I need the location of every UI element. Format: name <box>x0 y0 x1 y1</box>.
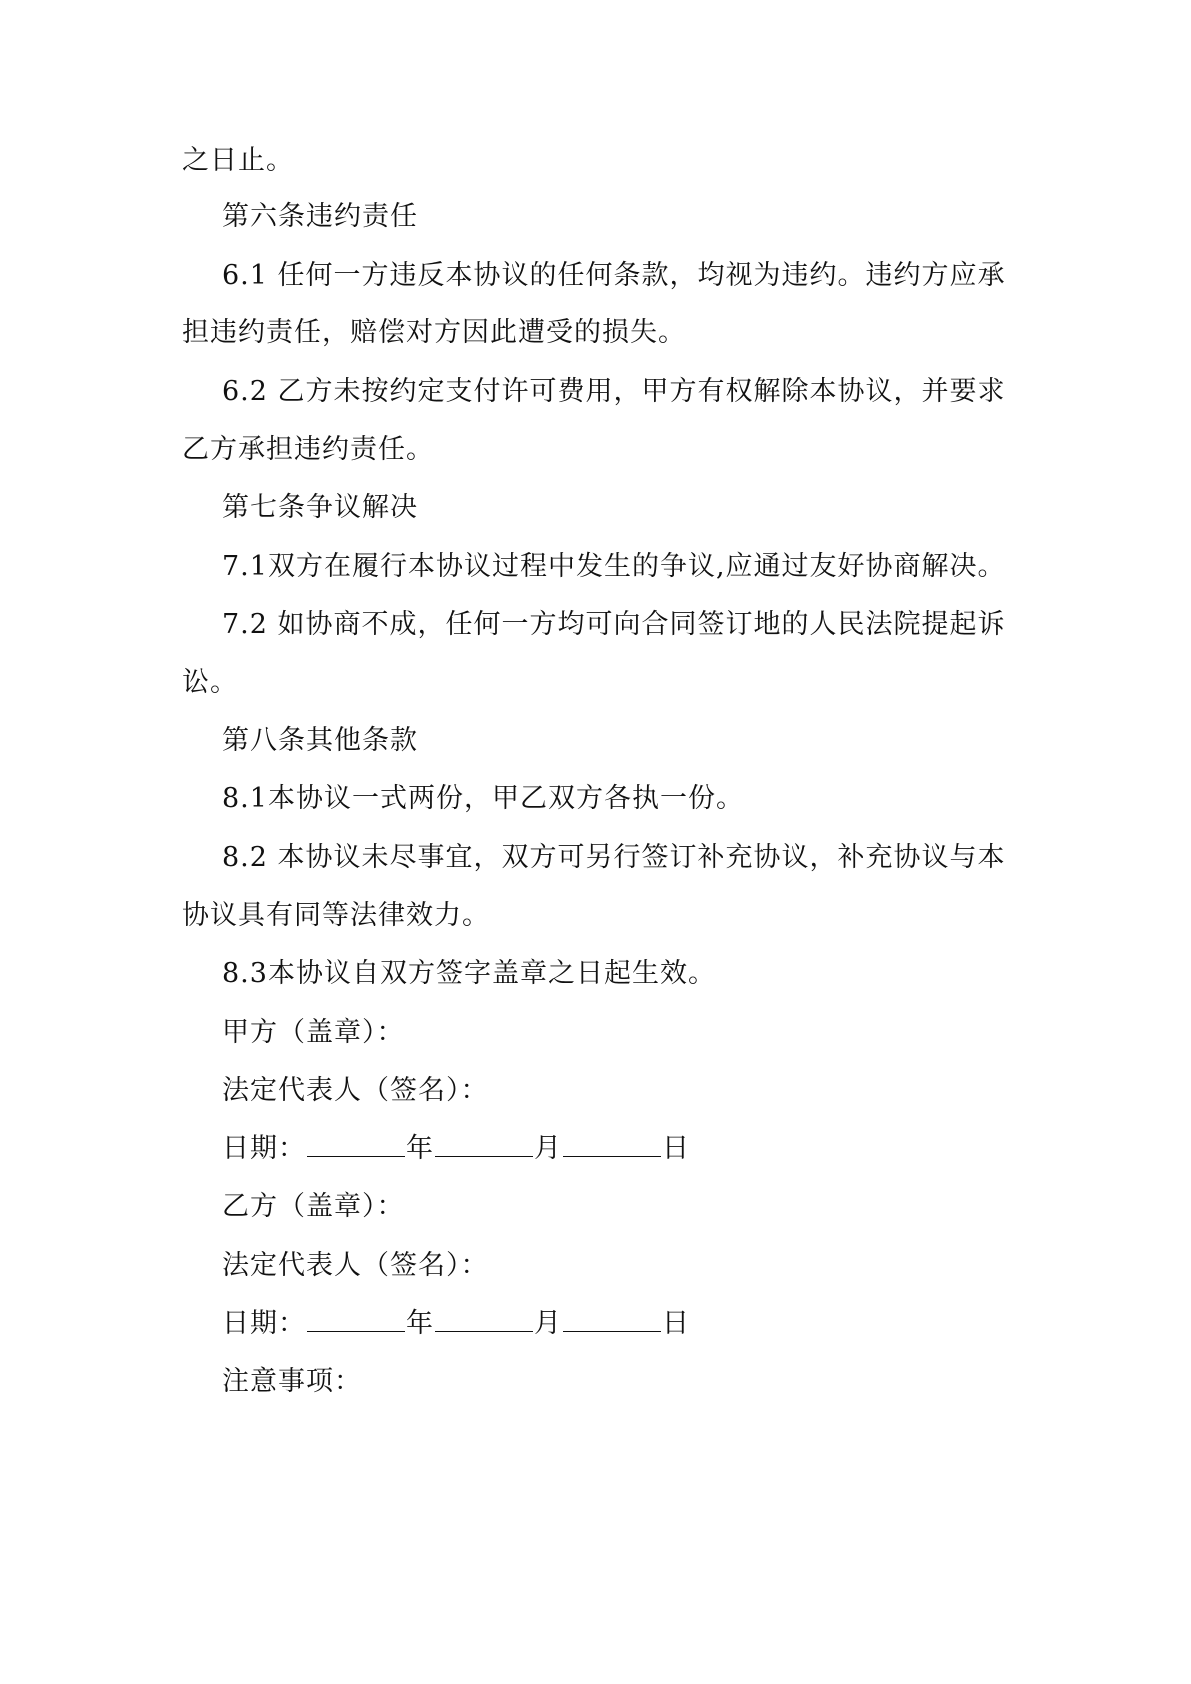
article-7-heading: 第七条争议解决 <box>222 492 418 523</box>
date-label: 日期： <box>222 1133 306 1164</box>
month-unit: 月 <box>534 1308 562 1339</box>
party-b-date-line <box>222 1304 690 1344</box>
clause-8-2-line-1: 8.2 本协议未尽事宜，双方可另行签订补充协议，补充协议与本 <box>222 842 1006 873</box>
day-blank[interactable] <box>563 1304 661 1332</box>
date-label: 日期： <box>222 1308 306 1339</box>
clause-6-2-line-1: 6.2 乙方未按约定支付许可费用，甲方有权解除本协议，并要求 <box>222 376 1006 407</box>
party-b-representative: 法定代表人（签名）： <box>222 1250 489 1281</box>
clause-8-3: 8.3本协议自双方签字盖章之日起生效。 <box>222 958 716 989</box>
party-b-seal: 乙方（盖章）： <box>222 1191 405 1222</box>
clause-7-2-line-1: 7.2 如协商不成，任何一方均可向合同签订地的人民法院提起诉 <box>222 609 1006 640</box>
clause-6-1-line-2: 担违约责任，赔偿对方因此遭受的损失。 <box>182 317 686 348</box>
year-blank[interactable] <box>307 1304 405 1332</box>
day-unit: 日 <box>662 1133 690 1164</box>
paragraph-continuation: 之日止。 <box>182 145 294 176</box>
party-a-seal: 甲方（盖章）： <box>222 1017 405 1048</box>
day-unit: 日 <box>662 1308 690 1339</box>
month-blank[interactable] <box>435 1129 533 1157</box>
clause-8-2-line-2: 协议具有同等法律效力。 <box>182 900 490 931</box>
clause-7-1: 7.1双方在履行本协议过程中发生的争议,应通过友好协商解决。 <box>222 551 1006 582</box>
article-8-heading: 第八条其他条款 <box>222 725 418 756</box>
clause-8-1: 8.1本协议一式两份，甲乙双方各执一份。 <box>222 783 744 814</box>
year-unit: 年 <box>406 1133 434 1164</box>
month-blank[interactable] <box>435 1304 533 1332</box>
clause-7-2-line-2: 讼。 <box>182 667 238 698</box>
article-6-heading: 第六条违约责任 <box>222 201 418 232</box>
month-unit: 月 <box>534 1133 562 1164</box>
party-a-representative: 法定代表人（签名）： <box>222 1075 489 1106</box>
year-blank[interactable] <box>307 1129 405 1157</box>
clause-6-1-line-1: 6.1 任何一方违反本协议的任何条款，均视为违约。违约方应承 <box>222 260 1006 291</box>
year-unit: 年 <box>406 1308 434 1339</box>
clause-6-2-line-2: 乙方承担违约责任。 <box>182 434 434 465</box>
party-a-date-line <box>222 1129 690 1169</box>
day-blank[interactable] <box>563 1129 661 1157</box>
notes-heading: 注意事项： <box>222 1366 362 1397</box>
